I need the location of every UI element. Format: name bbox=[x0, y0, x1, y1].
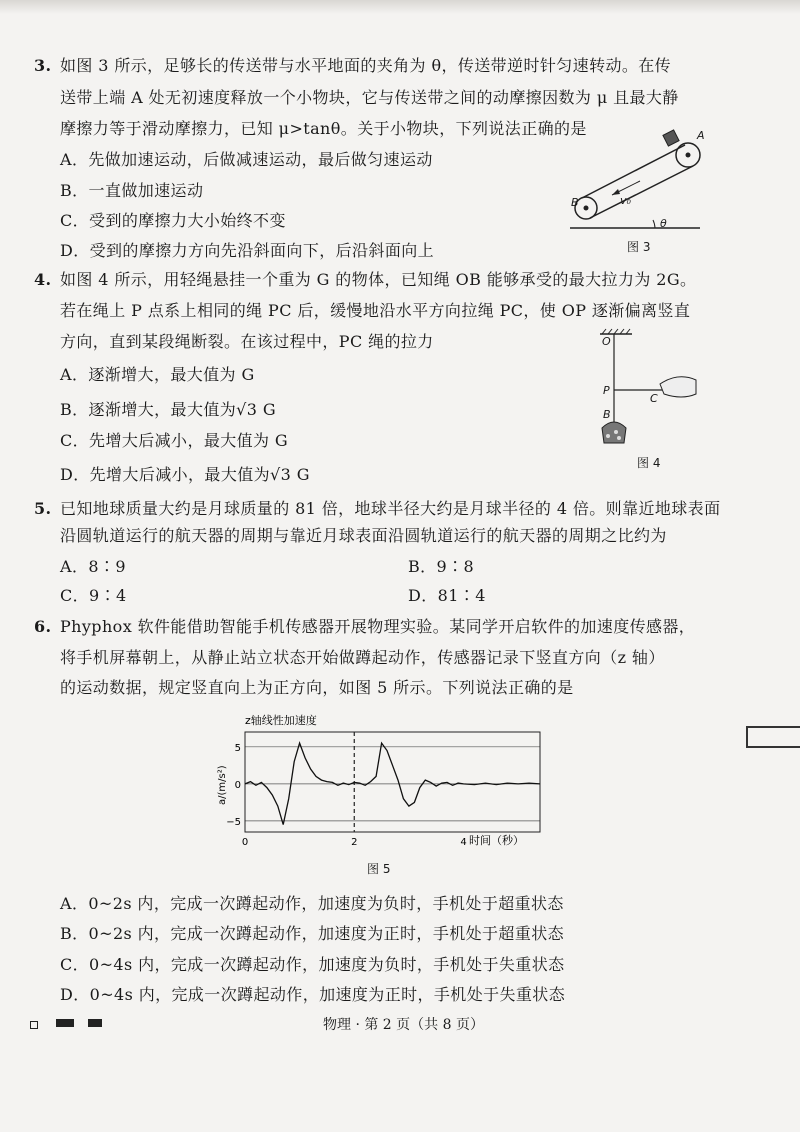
figure-4-label-p: P bbox=[603, 384, 610, 397]
question-3-option-c: C．受到的摩擦力大小始终不变 bbox=[60, 211, 286, 230]
figure-4-label-b: B bbox=[603, 408, 611, 421]
question-4-option-a: A．逐渐增大，最大值为 G bbox=[60, 365, 255, 384]
question-5-line-1: 已知地球质量大约是月球质量的 81 倍，地球半径大约是月球半径的 4 倍。则靠近地球表面 bbox=[60, 499, 721, 518]
chart-x-tick-label: 0 bbox=[241, 837, 249, 848]
question-6-option-a: A．0~2s 内，完成一次蹲起动作，加速度为负时，手机处于超重状态 bbox=[60, 894, 564, 913]
question-5-option-a: A．8∶9 bbox=[60, 557, 126, 576]
figure-5-caption: 图 5 bbox=[367, 862, 391, 876]
question-4-number: 4. bbox=[34, 270, 52, 289]
figure-4-label-o: O bbox=[602, 335, 611, 348]
chart-x-tick-label: 2 bbox=[351, 837, 358, 848]
figure-3-label-b: B bbox=[571, 196, 579, 209]
chart-y-tick-label: −5 bbox=[226, 816, 241, 828]
question-4-option-c: C．先增大后减小，最大值为 G bbox=[60, 431, 289, 450]
question-3-option-a: A．先做加速运动，后做减速运动，最后做匀速运动 bbox=[60, 150, 433, 169]
figure-4-caption: 图 4 bbox=[637, 456, 661, 470]
figure-5-acceleration-chart bbox=[205, 710, 550, 855]
question-6-option-c: C．0~4s 内，完成一次蹲起动作，加速度为负时，手机处于失重状态 bbox=[60, 955, 565, 974]
footer-mark-2 bbox=[88, 1019, 102, 1027]
footer-mark-open bbox=[30, 1021, 38, 1029]
figure-3-caption: 图 3 bbox=[627, 240, 651, 254]
figure-3-label-v0: v₀ bbox=[620, 194, 631, 207]
page-footer: 物理 · 第 2 页（共 8 页） bbox=[323, 1017, 484, 1033]
footer-mark-1 bbox=[56, 1019, 74, 1027]
question-5-number: 5. bbox=[34, 499, 52, 518]
chart-y-label: a/(m/s²) bbox=[217, 765, 228, 805]
question-3-line-1: 如图 3 所示，足够长的传送带与水平地面的夹角为 θ，传送带逆时针匀速转动。在传 bbox=[60, 56, 672, 75]
question-6-line-1: Phyphox 软件能借助智能手机传感器开展物理实验。某同学开启软件的加速度传感器， bbox=[60, 617, 696, 636]
chart-y-tick-label: 5 bbox=[234, 742, 241, 754]
question-6-option-b: B．0~2s 内，完成一次蹲起动作，加速度为正时，手机处于超重状态 bbox=[60, 924, 565, 943]
figure-4-label-c: C bbox=[650, 392, 658, 405]
figure-3-label-theta: θ bbox=[660, 217, 667, 230]
question-5-line-2: 沿圆轨道运行的航天器的周期与靠近月球表面沿圆轨道运行的航天器的周期之比约为 bbox=[60, 526, 667, 545]
question-3-line-2: 送带上端 A 处无初速度释放一个小物块，它与传送带之间的动摩擦因数为 μ 且最大静 bbox=[60, 88, 679, 107]
question-3-line-3: 摩擦力等于滑动摩擦力，已知 μ>tanθ。关于小物块，下列说法正确的是 bbox=[60, 119, 587, 138]
question-3-option-b: B．一直做加速运动 bbox=[60, 181, 204, 200]
question-6-option-d: D．0~4s 内，完成一次蹲起动作，加速度为正时，手机处于失重状态 bbox=[60, 985, 566, 1004]
question-4-line-1: 如图 4 所示，用轻绳悬挂一个重为 G 的物体，已知绳 OB 能够承受的最大拉力为 2G。 bbox=[60, 270, 697, 289]
question-3-number: 3. bbox=[34, 56, 52, 75]
chart-y-tick-label: 0 bbox=[234, 779, 241, 791]
question-4-option-b: B．逐渐增大，最大值为√3 G bbox=[60, 400, 277, 419]
scan-edge bbox=[0, 0, 800, 14]
question-4-line-3: 方向，直到某段绳断裂。在该过程中，PC 绳的拉力 bbox=[60, 332, 434, 351]
chart-x-tick-label: 4 bbox=[460, 837, 467, 848]
chart-x-label: 时间（秒） bbox=[469, 834, 524, 847]
margin-bracket-mark bbox=[746, 726, 800, 748]
question-6-line-2: 将手机屏幕朝上，从静止站立状态开始做蹲起动作，传感器记录下竖直方向（z 轴） bbox=[60, 648, 665, 667]
question-5-option-d: D．81∶4 bbox=[408, 586, 486, 605]
question-4-line-2: 若在绳上 P 点系上相同的绳 PC 后，缓慢地沿水平方向拉绳 PC，使 OP 逐渐偏离竖直 bbox=[60, 301, 691, 320]
question-6-number: 6. bbox=[34, 617, 52, 636]
chart-grid bbox=[245, 732, 540, 832]
question-5-option-c: C．9∶4 bbox=[60, 586, 127, 605]
figure-3-label-a: A bbox=[697, 129, 705, 142]
question-4-option-d: D．先增大后减小，最大值为√3 G bbox=[60, 465, 310, 484]
chart-title: z轴线性加速度 bbox=[245, 714, 317, 727]
question-5-option-b: B．9∶8 bbox=[408, 557, 475, 576]
question-3-option-d: D．受到的摩擦力方向先沿斜面向下，后沿斜面向上 bbox=[60, 241, 435, 260]
question-6-line-3: 的运动数据，规定竖直向上为正方向，如图 5 所示。下列说法正确的是 bbox=[60, 678, 574, 697]
